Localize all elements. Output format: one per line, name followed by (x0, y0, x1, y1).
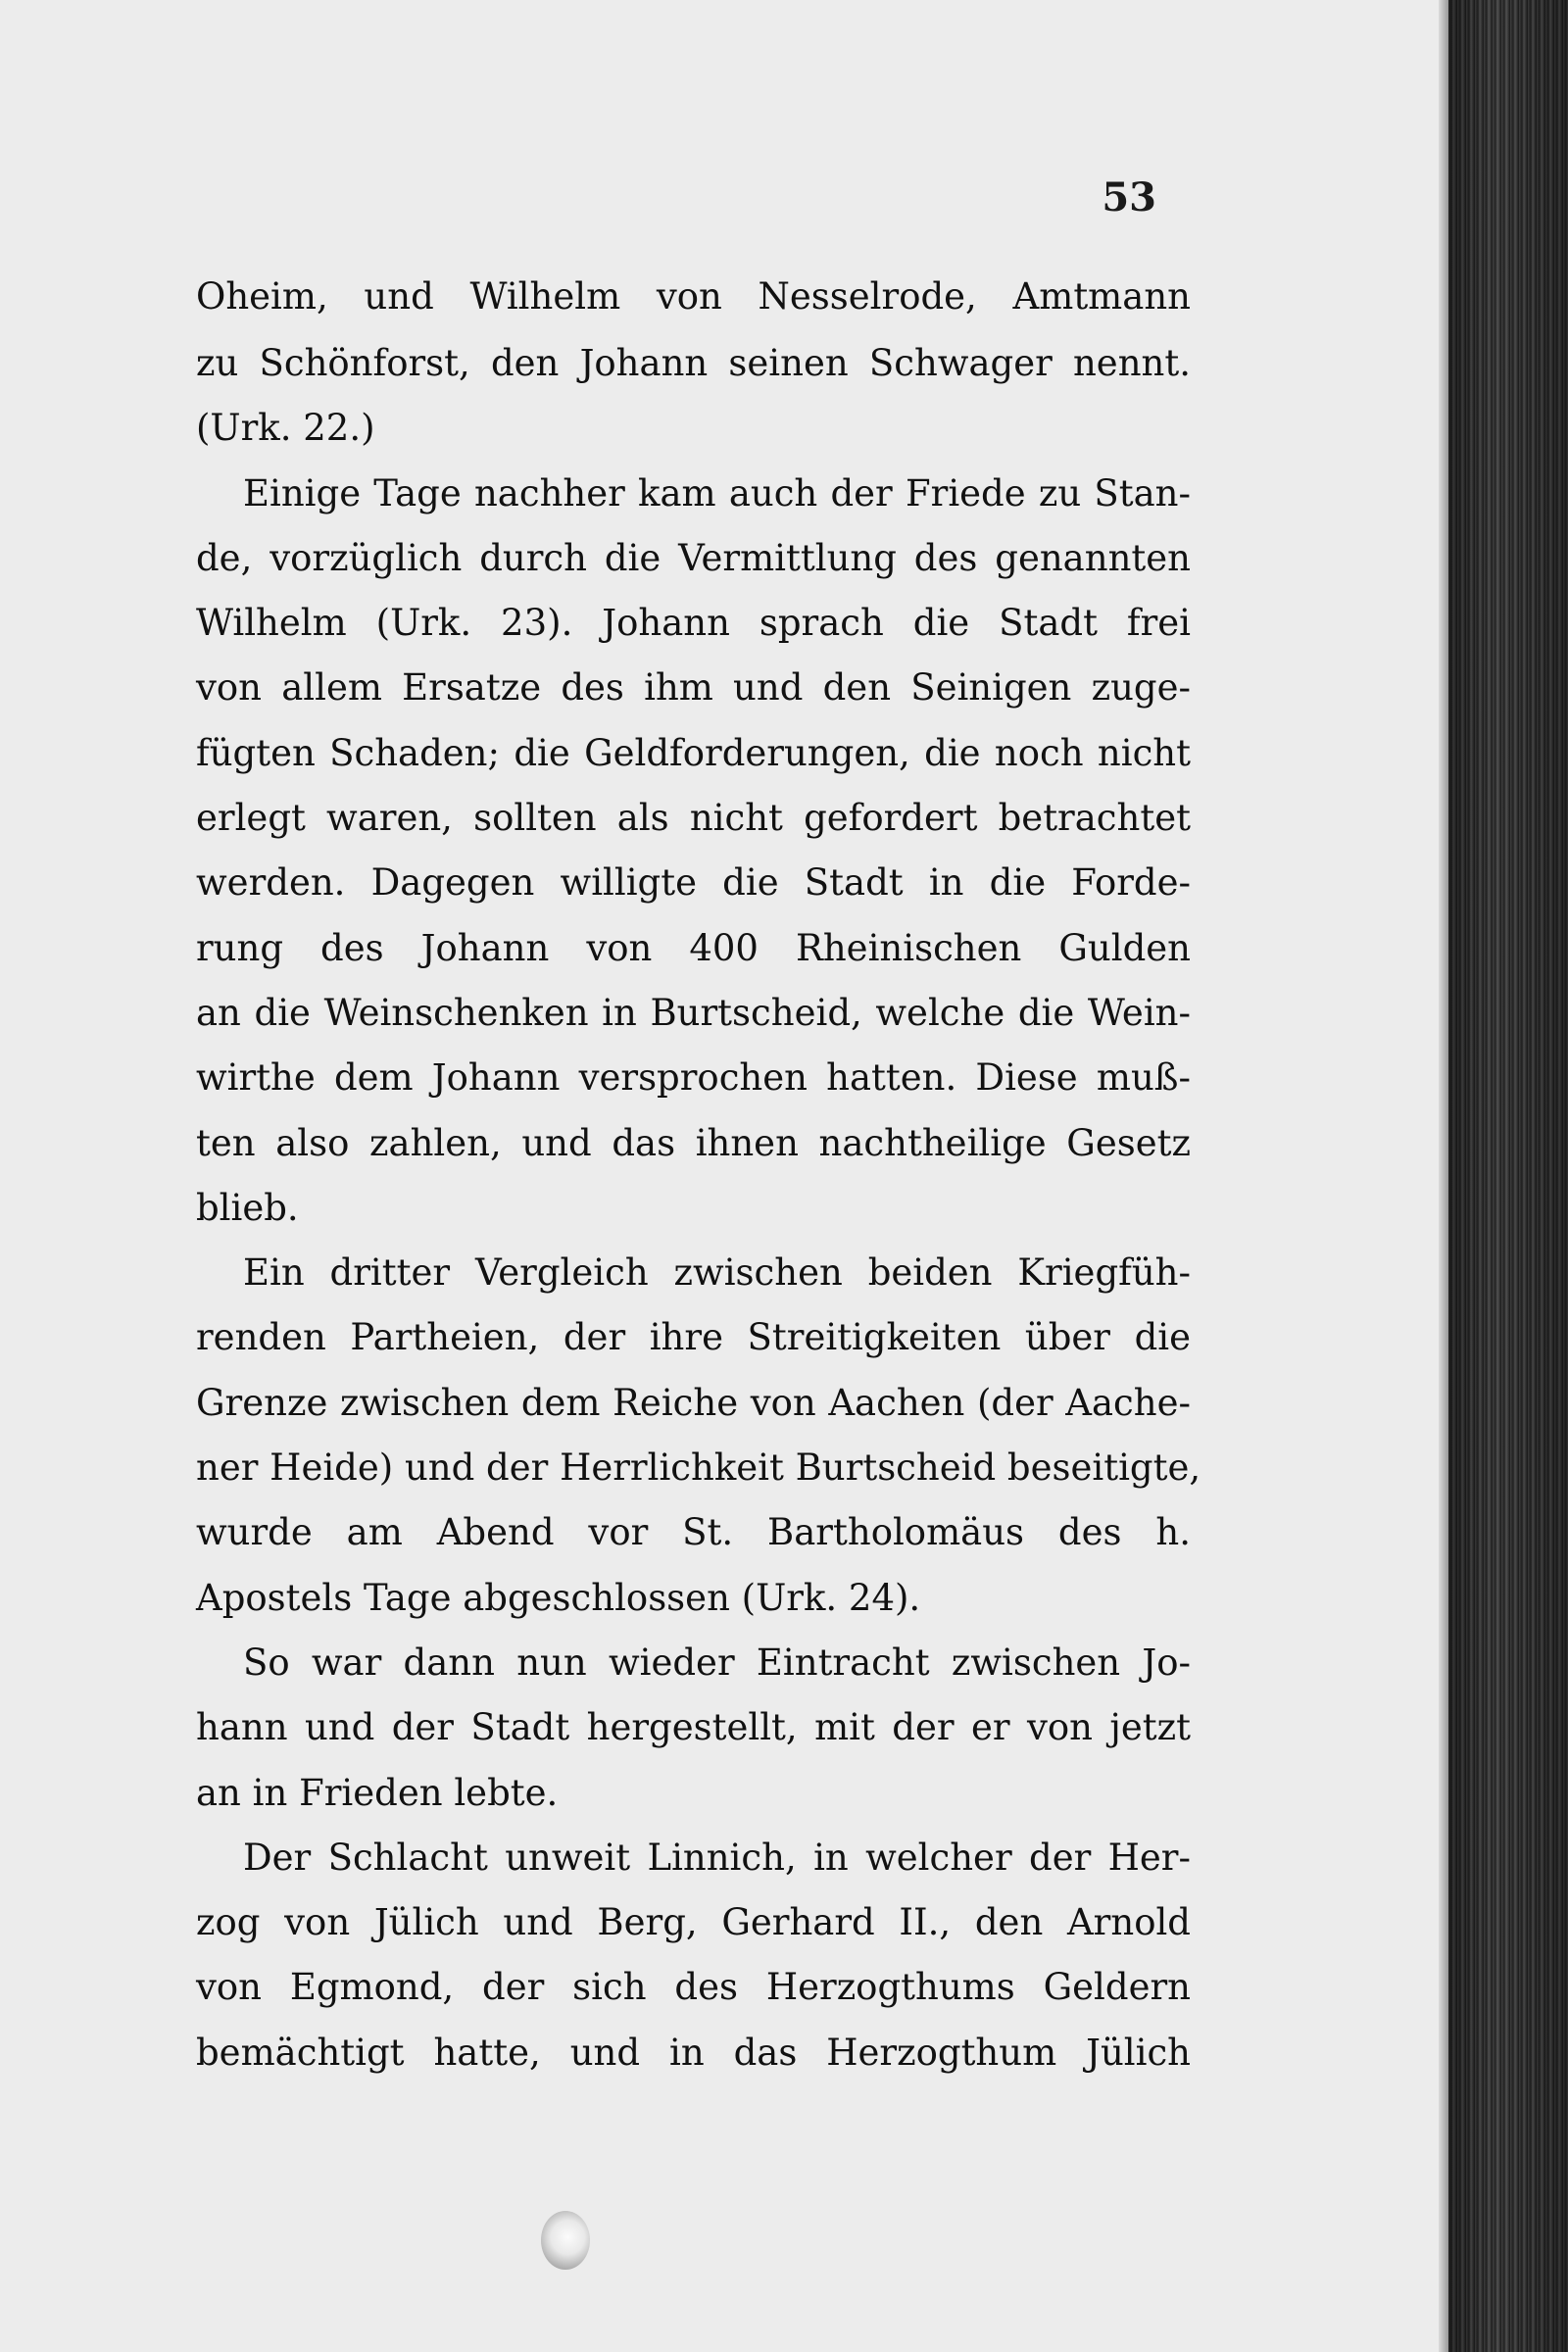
text-line: von Egmond, der sich des Herzogthums Geldern (196, 1966, 1191, 2009)
paragraph-start-line: Ein dritter Vergleich zwischen beiden Kriegfüh- (243, 1251, 1191, 1295)
text-line: werden. Dagegen willigte die Stadt in die Forde- (196, 861, 1191, 905)
paragraph-start-line: Einige Tage nachher kam auch der Friede zu Stan- (243, 471, 1191, 514)
paragraph-start-line: Der Schlacht unweit Linnich, in welcher der Her- (243, 1836, 1191, 1879)
text-line: wirthe dem Johann versprochen hatten. Diese muß- (196, 1056, 1191, 1100)
text-line: zu Schönforst, den Johann seinen Schwager nennt. (196, 342, 1191, 384)
body-text (196, 263, 1201, 2085)
page-edge-shadow (1439, 0, 1448, 2352)
text-line: de, vorzüglich durch die Vermittlung des genannten (196, 536, 1191, 579)
text-line: Apostels Tage abgeschlossen (Urk. 24). (196, 1576, 921, 1619)
text-line: von allem Ersatze des ihm und den Seinigen zuge- (196, 666, 1191, 710)
text-line: ten also zahlen, und das ihnen nachtheilige Gesetz (196, 1121, 1191, 1164)
text-line: hann und der Stadt hergestellt, mit der er von jetzt (196, 1706, 1191, 1749)
text-line: an die Weinschenken in Burtscheid, welche die Wein- (196, 991, 1191, 1034)
text-line: Oheim, und Wilhelm von Nesselrode, Amtmann (196, 275, 1191, 318)
text-line: Grenze zwischen dem Reiche von Aachen (der Aache- (196, 1381, 1191, 1424)
text-line: wurde am Abend vor St. Bartholomäus des h. (196, 1511, 1191, 1554)
text-line: (Urk. 22.) (196, 407, 375, 450)
text-line: bemächtigt hatte, und in das Herzogthum Jülich (196, 2031, 1191, 2074)
paper-smudge (541, 2211, 590, 2270)
text-line: erlegt waren, sollten als nicht gefordert betrachtet (196, 797, 1191, 840)
page-number: 53 (1102, 174, 1156, 220)
text-line: Wilhelm (Urk. 23). Johann sprach die Stadt frei (196, 602, 1191, 645)
text-line: blieb. (196, 1186, 299, 1229)
binding-shade (1448, 0, 1568, 2352)
text-line: rung des Johann von 400 Rheinischen Gulden (196, 926, 1191, 969)
text-line: fügten Schaden; die Geldforderungen, die noch nicht (196, 731, 1191, 774)
text-line: ner Heide) und der Herrlichkeit Burtscheid beseitigte, (196, 1446, 1201, 1490)
text-line: an in Frieden lebte. (196, 1771, 559, 1814)
text-line: renden Partheien, der ihre Streitigkeiten über die (196, 1316, 1191, 1359)
paragraph-start-line: So war dann nun wieder Eintracht zwischen Jo- (243, 1641, 1191, 1684)
text-line: zog von Jülich und Berg, Gerhard II., den Arnold (196, 1901, 1191, 1944)
